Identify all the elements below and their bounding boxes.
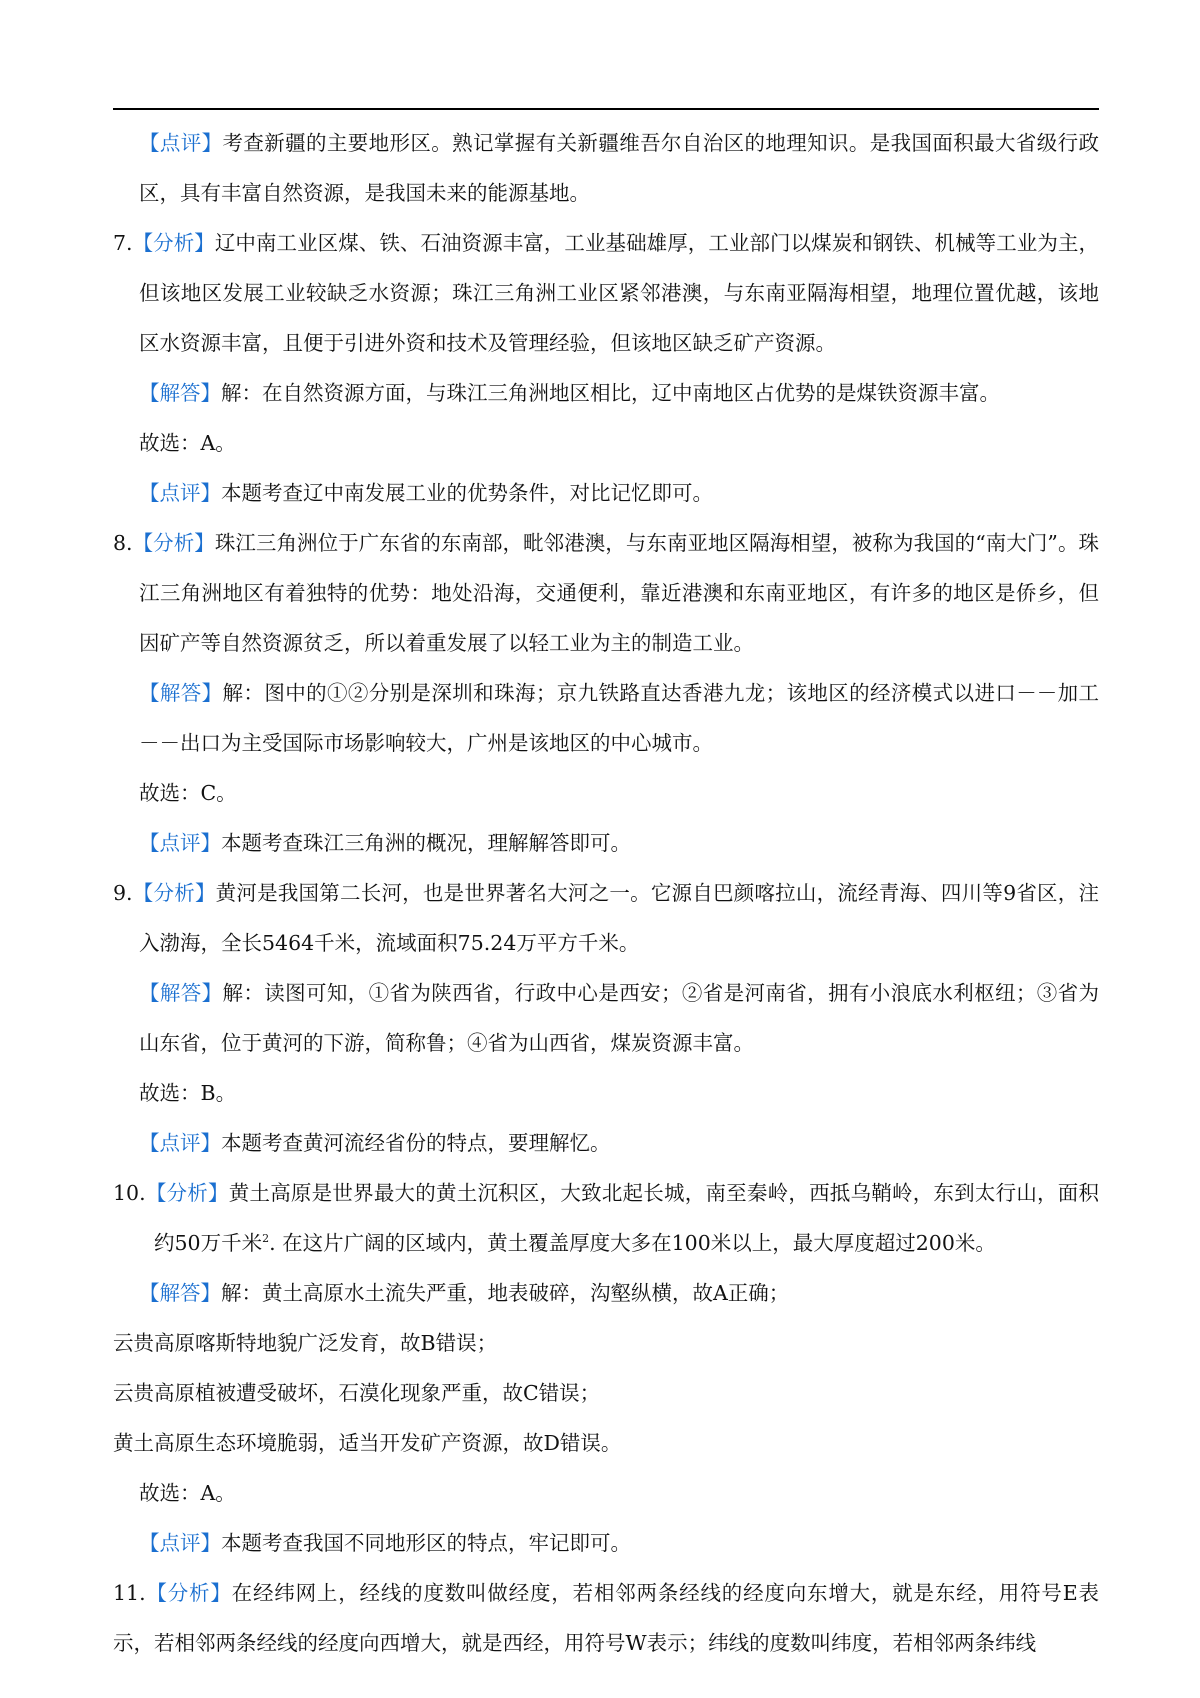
jieda-text: 解：在自然资源方面，与珠江三角洲地区相比，辽中南地区占优势的是煤铁资源丰富。 [221, 381, 1000, 405]
q7-jieda [113, 368, 1099, 418]
dianping-text: 本题考查我国不同地形区的特点，牢记即可。 [221, 1531, 631, 1555]
question-number: 7. [113, 231, 133, 255]
q10-dianping [113, 1518, 1099, 1568]
q8-answer: 故选：C。 [139, 781, 237, 805]
q11-fenxi [113, 1568, 1099, 1668]
q8-fenxi [113, 518, 1099, 668]
superscript: 2 [262, 1232, 270, 1246]
q10-line-b: 云贵高原喀斯特地貌广泛发育，故B错误； [113, 1331, 498, 1355]
q9-jieda [113, 968, 1099, 1068]
jieda-tag: 【解答】 [139, 381, 221, 405]
question-number: 8. [113, 531, 133, 555]
question-number: 11. [113, 1581, 146, 1605]
fenxi-text: 在经纬网上，经线的度数叫做经度，若相邻两条经线的经度向东增大，就是东经，用符号E表示，若相邻两条经线的经度向西增大，就是西经，用符号W表示；纬线的度数叫纬度，若相邻两条纬线 [113, 1581, 1099, 1655]
q6-dianping [113, 118, 1099, 218]
fenxi-text: 黄河是我国第二长河，也是世界著名大河之一。它源自巴颜喀拉山，流经青海、四川等9省区，注入渤海，全长5464千米，流域面积75.24万平方千米。 [139, 881, 1099, 955]
dianping-tag: 【点评】 [139, 1131, 221, 1155]
dianping-text: 考查新疆的主要地形区。熟记掌握有关新疆维吾尔自治区的地理知识。是我国面积最大省级行政区，具有丰富自然资源，是我国未来的能源基地。 [139, 131, 1100, 205]
question-number: 10. [113, 1181, 146, 1205]
fenxi-tag: 【分析】 [132, 531, 215, 555]
fenxi-text-b: . 在这片广阔的区域内，黄土覆盖厚度大多在100米以上，最大厚度超过200米。 [269, 1231, 996, 1255]
jieda-tag: 【解答】 [139, 681, 223, 705]
fenxi-text: 辽中南工业区煤、铁、石油资源丰富，工业基础雄厚，工业部门以煤炭和钢铁、机械等工业为主，但该地区发展工业较缺乏水资源；珠江三角洲工业区紧邻港澳，与东南亚隔海相望，地理位置优越，该地区水资源丰富，且便于引进外资和技术及管理经验，但该地区缺乏矿产资源。 [139, 231, 1099, 355]
q9-fenxi [113, 868, 1099, 968]
q10-jieda [113, 1268, 1099, 1318]
dianping-text: 本题考查珠江三角洲的概况，理解解答即可。 [221, 831, 631, 855]
dianping-text: 本题考查辽中南发展工业的优势条件，对比记忆即可。 [221, 481, 713, 505]
q7-answer: 故选：A。 [139, 431, 236, 455]
jieda-text: 解：黄土高原水土流失严重，地表破碎，沟壑纵横，故A正确； [221, 1281, 790, 1305]
q10-answer: 故选：A。 [139, 1481, 236, 1505]
fenxi-tag: 【分析】 [132, 231, 215, 255]
jieda-text: 解：读图可知，①省为陕西省，行政中心是西安；②省是河南省，拥有小浪底水利枢纽；③省为山东省，位于黄河的下游，简称鲁；④省为山西省，煤炭资源丰富。 [139, 981, 1100, 1055]
q9-answer: 故选：B。 [139, 1081, 237, 1105]
fenxi-text-a: 黄土高原是世界最大的黄土沉积区，大致北起长城，南至秦岭，西抵乌鞘岭，东到太行山，面积约50万千米 [154, 1181, 1100, 1255]
q8-jieda [113, 668, 1099, 768]
q7-dianping [113, 468, 1099, 518]
dianping-text: 本题考查黄河流经省份的特点，要理解忆。 [221, 1131, 611, 1155]
jieda-tag: 【解答】 [139, 981, 223, 1005]
q9-dianping [113, 1118, 1099, 1168]
q10-line-d: 黄土高原生态环境脆弱，适当开发矿产资源，故D错误。 [113, 1431, 622, 1455]
jieda-text: 解：图中的①②分别是深圳和珠海；京九铁路直达香港九龙；该地区的经济模式以进口－－加工－－出口为主受国际市场影响较大，广州是该地区的中心城市。 [139, 681, 1099, 755]
q10-line-c: 云贵高原植被遭受破坏，石漠化现象严重，故C错误； [113, 1381, 601, 1405]
fenxi-tag: 【分析】 [145, 1581, 232, 1605]
q10-fenxi [113, 1168, 1099, 1268]
dianping-tag: 【点评】 [139, 131, 223, 155]
question-number: 9. [113, 881, 133, 905]
fenxi-tag: 【分析】 [145, 1181, 229, 1205]
answer-content [113, 118, 1099, 1668]
q8-dianping [113, 818, 1099, 868]
header-rule [113, 108, 1099, 110]
dianping-tag: 【点评】 [139, 481, 221, 505]
jieda-tag: 【解答】 [139, 1281, 221, 1305]
fenxi-tag: 【分析】 [132, 881, 216, 905]
q7-fenxi [113, 218, 1099, 368]
dianping-tag: 【点评】 [139, 831, 221, 855]
fenxi-text: 珠江三角洲位于广东省的东南部，毗邻港澳，与东南亚地区隔海相望，被称为我国的“南大门”。珠江三角洲地区有着独特的优势：地处沿海，交通便利，靠近港澳和东南亚地区，有许多的地区是侨乡，但因矿产等自然资源贫乏，所以着重发展了以轻工业为主的制造工业。 [139, 531, 1099, 655]
dianping-tag: 【点评】 [139, 1531, 221, 1555]
